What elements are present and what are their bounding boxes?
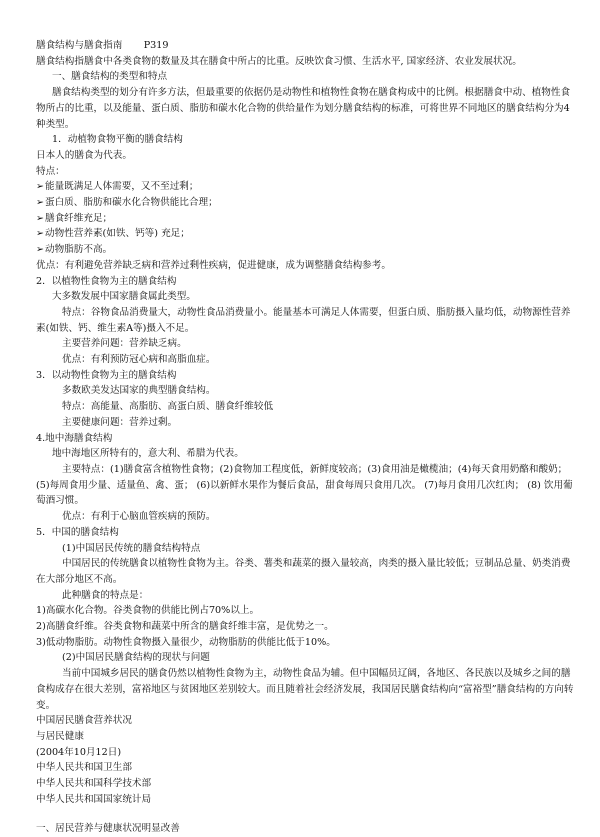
subsection-heading: 4.地中海膳食结构 — [36, 432, 113, 444]
issuing-agency: 中华人民共和国卫生部 — [36, 762, 132, 774]
header-page-number: P319 — [143, 40, 169, 51]
report-date: (2004年10月12日) — [36, 746, 122, 758]
document-header — [36, 38, 578, 54]
paragraph-line: 日本人的膳食为代表。 — [36, 149, 132, 161]
paragraph-line: 主要营养问题：营养缺乏病。 — [62, 338, 187, 350]
bullet-arrow-icon: ➢ — [36, 181, 45, 193]
paragraph-line: 多数欧美发达国家的典型膳食结构。 — [62, 385, 216, 397]
bullet-item — [36, 211, 578, 227]
spacer — [36, 807, 578, 821]
paragraph-line: 优点：有利避免营养缺乏病和营养过剩性疾病，促进健康，成为调整膳食结构参考。 — [36, 259, 391, 271]
paragraph-line: 此种膳食的特点是： — [62, 589, 149, 601]
label-line: 特点： — [36, 165, 65, 177]
paragraph-line: 优点：有利于心脑血管疾病的预防。 — [62, 511, 216, 523]
header-title: 膳食结构与膳食指南 — [36, 40, 123, 51]
paragraph: 主要特点：(1)膳食富含植物性食物；(2)食物加工程度低，新鲜度较高；(3)食用油是橄榄油；(4)每天食用奶酪和酸奶； (5)每周食用少量、适量鱼、禽、蛋； (6)以新鲜水果作为餐后食品，甜食每周只食用几次。 (7)每月食用几次红肉； (8) 饮用葡萄酒习惯。 — [36, 463, 573, 507]
bullet-arrow-icon: ➢ — [36, 244, 45, 256]
bullet-arrow-icon: ➢ — [36, 228, 45, 240]
report-subtitle: 与居民健康 — [36, 730, 84, 742]
paragraph-line: 地中海地区所特有的，意大利、希腊为代表。 — [52, 448, 244, 460]
bullet-arrow-icon: ➢ — [36, 197, 45, 209]
intro-definition: 膳食结构指膳食中各类食物的数量及其在膳食中所占的比重。反映饮食习惯、生活水平, 国家经济、农业发展状况。 — [36, 55, 522, 67]
list-item: 2)高膳食纤维。谷类食物和蔬菜中所含的膳食纤维丰富，是优势之一。 — [36, 621, 334, 633]
bullet-text: 蛋白质、脂肪和碳水化合物供能比合理； — [45, 197, 218, 209]
bullet-text: 动物脂肪不高。 — [45, 244, 113, 256]
list-item: 1)高碳水化合物。谷类食物的供能比例占70%以上。 — [36, 605, 260, 617]
paragraph-line: (1)中国居民传统的膳食结构特点 — [62, 542, 201, 554]
paragraph-line: 主要健康问题：营养过剩。 — [62, 416, 178, 428]
subsection-heading: 5．中国的膳食结构 — [36, 526, 119, 538]
bullet-text: 动物性营养素(如铁、钙等) 充足； — [45, 228, 190, 240]
paragraph-line: (2)中国居民膳食结构的现状与问题 — [62, 652, 210, 664]
bullet-text: 能量既满足人体需要，又不至过剩； — [45, 181, 199, 193]
bullet-item — [36, 179, 578, 195]
paragraph-line: 大多数发展中国家膳食属此类型。 — [52, 291, 196, 303]
paragraph: 特点：谷物食品消费量大，动物性食品消费量小。能量基本可满足人体需要，但蛋白质、脂肪摄入量均低，动物源性营养素(如铁、钙、维生素A等)摄入不足。 — [36, 306, 571, 334]
bullet-item — [36, 195, 578, 211]
bullet-text: 膳食纤维充足； — [45, 212, 113, 224]
issuing-agency: 中华人民共和国科学技术部 — [36, 778, 152, 790]
subsection-heading: 1．动植物食物平衡的膳食结构 — [52, 134, 183, 146]
subsection-heading: 3．以动物性食物为主的膳食结构 — [36, 369, 177, 381]
paragraph: 当前中国城乡居民的膳食仍然以植物性食物为主，动物性食品为辅。但中国幅员辽阔，各地区、各民族以及城乡之间的膳食构成存在很大差别，富裕地区与贫困地区差别较大。而且随着社会经济发展，我国居民膳食结构向“富裕型”膳食结构的方向转变。 — [36, 668, 574, 711]
paragraph-line: 优点：有利预防冠心病和高脂血症。 — [62, 354, 216, 366]
paragraph: 中国居民的传统膳食以植物性食物为主。谷类、薯类和蔬菜的摄入量较高，肉类的摄入量比较低；豆制品总量、奶类消费在大部分地区不高。 — [36, 558, 571, 585]
bullet-item — [36, 226, 578, 242]
list-item: 3)低动物脂肪。动物性食物摄入量很少，动物脂肪的供能比低于10%。 — [36, 636, 336, 648]
paragraph-line: 特点：高能量、高脂肪、高蛋白质、膳食纤维较低 — [62, 401, 274, 413]
section-heading: 一、膳食结构的类型和特点 — [52, 71, 168, 83]
issuing-agency: 中华人民共和国国家统计局 — [36, 793, 152, 805]
subsection-heading: 2．以植物性食物为主的膳食结构 — [36, 275, 177, 287]
bullet-item — [36, 242, 578, 258]
bullet-arrow-icon: ➢ — [36, 212, 45, 224]
report-title: 中国居民膳食营养状况 — [36, 715, 132, 727]
paragraph: 膳食结构类型的划分有许多方法，但最重要的依据仍是动物性和植物性食物在膳食构成中的比例。根据膳食中动、植物性食物所占的比重，以及能量、蛋白质、脂肪和碳水化合物的供给量作为划分膳食结构的标准，可将世界不同地区的膳食结构分为4种类型。 — [36, 87, 571, 130]
section-heading: 一、居民营养与健康状况明显改善 — [36, 823, 180, 835]
